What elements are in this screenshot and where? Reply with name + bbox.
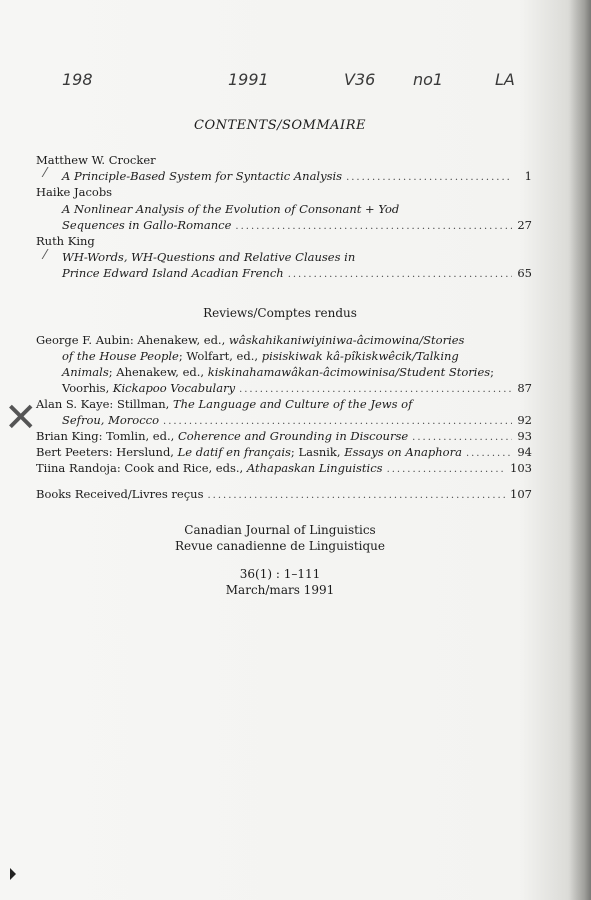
review-line: Alan S. Kaye: Stillman, The Language and Culture of the Jews of xyxy=(36,397,413,411)
handwritten-note: V36 xyxy=(344,70,376,89)
journal-name-fr: Revue canadienne de Linguistique xyxy=(174,539,386,553)
article-title: A Principle-Based System for Syntactic Analysis xyxy=(62,169,343,183)
toc-entry xyxy=(62,265,532,283)
check-mark-icon: ⁄ xyxy=(44,248,47,263)
books-received-label: Books Received/Livres reçus xyxy=(36,487,204,501)
leader-dots xyxy=(288,267,512,283)
article-author: Matthew W. Crocker xyxy=(36,153,156,167)
article-author: Haike Jacobs xyxy=(36,185,113,199)
article-title: A Nonlinear Analysis of the Evolution of Consonant + Yod xyxy=(62,202,400,216)
article-author: Ruth King xyxy=(36,234,95,248)
page-number: 1 xyxy=(524,169,532,183)
handwritten-note: no1 xyxy=(413,70,444,89)
corner-mark-icon xyxy=(10,868,16,880)
toc-entry: Sefrou, Morocco ..... 92 xyxy=(62,412,532,430)
page-number: 27 xyxy=(517,218,532,232)
page-number: 94 xyxy=(517,445,532,459)
leader-dots xyxy=(387,462,506,478)
journal-name-en: Canadian Journal of Linguistics xyxy=(184,523,376,537)
toc-entry xyxy=(36,486,532,504)
journal-date: March/mars 1991 xyxy=(225,583,335,597)
journal-issue: 36(1) : 1–111 xyxy=(239,567,321,581)
page-number: 103 xyxy=(510,461,532,475)
handwritten-note: 1991 xyxy=(228,70,269,89)
page-number: 107 xyxy=(510,487,532,501)
x-mark-icon: ✕ xyxy=(4,395,38,441)
toc-entry: Voorhis, Kickapoo Vocabulary ..... 87 xyxy=(62,380,532,398)
article-title: Prince Edward Island Acadian French xyxy=(62,266,284,280)
toc-entry: Brian King: Tomlin, ed., Coherence and Grounding in Discourse ..... 93 xyxy=(36,428,532,446)
leader-dots xyxy=(207,488,506,504)
page-title: CONTENTS/SOMMAIRE xyxy=(194,118,366,133)
page-number: 92 xyxy=(517,413,532,427)
toc-entry: Bert Peeters: Herslund, Le datif en français; Lasnik, Essays on Anaphora ..... 94 xyxy=(36,444,532,462)
page-number: 93 xyxy=(517,429,532,443)
check-mark-icon: ⁄ xyxy=(44,166,47,181)
review-line: George F. Aubin: Ahenakew, ed., wâskahikaniwiyiniwa-âcimowina/Stories xyxy=(36,333,465,347)
page-edge-shadow xyxy=(569,0,591,900)
page-number: 87 xyxy=(517,381,532,395)
toc-entry: Tiina Randoja: Cook and Rice, eds., Athapaskan Linguistics ..... 103 xyxy=(36,460,532,478)
handwritten-note: 198 xyxy=(62,70,93,89)
page-number: 65 xyxy=(517,266,532,280)
handwritten-note: LA xyxy=(495,70,515,89)
review-line: of the House People; Wolfart, ed., pisiskiwak kâ-pîkiskwêcik/Talking xyxy=(62,349,459,363)
review-line: Animals; Ahenakew, ed., kiskinahamawâkan-âcimowinisa/Student Stories; xyxy=(62,365,495,379)
reviews-heading: Reviews/Comptes rendus xyxy=(203,306,357,320)
article-title: WH-Words, WH-Questions and Relative Clauses in xyxy=(62,250,356,264)
article-title: Sequences in Gallo-Romance xyxy=(62,218,232,232)
